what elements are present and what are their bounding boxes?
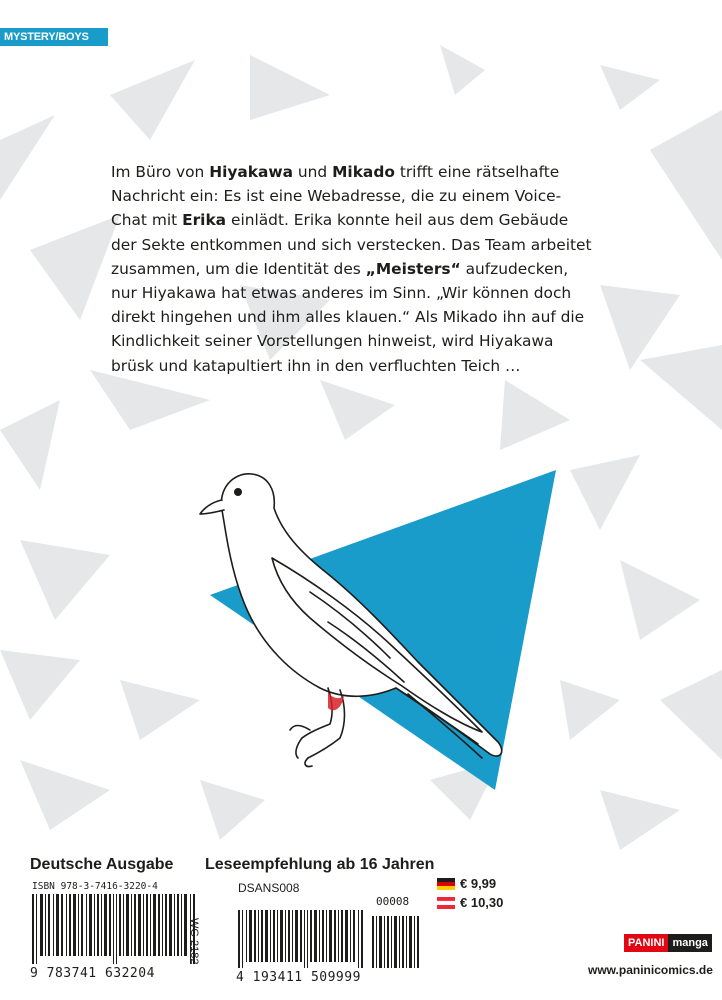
name-hiyakawa: Hiyakawa: [209, 163, 294, 181]
blurb-text-segment: zusammen, um die Identität des: [111, 259, 366, 278]
blurb-line-9: brüsk und katapultiert ihn in den verfluchten Teich …: [111, 356, 521, 375]
blurb-line-2: Nachricht ein: Es ist eine Webadresse, die zu einem Voice-: [111, 187, 562, 206]
blurb-text-segment: aufzudecken,: [460, 259, 569, 278]
austria-flag-icon: [437, 897, 455, 909]
name-meister: „Meisters“: [365, 259, 461, 278]
blurb-line-7: direkt hingehen und ihm alles klauen.“ Als Mikado ihn auf die: [111, 308, 585, 327]
blurb-text-segment: einlädt. Erika konnte heil aus dem Gebäude: [226, 211, 569, 230]
blurb-text: [111, 160, 631, 378]
edition-label: Deutsche Ausgabe: [30, 856, 174, 873]
germany-flag-icon: [437, 878, 455, 890]
blurb-line-1: [111, 160, 631, 184]
name-mikado: Mikado: [332, 163, 395, 181]
age-rating-label: Leseempfehlung ab 16 Jahren: [205, 856, 435, 873]
panini-manga-logo: [624, 934, 708, 952]
dsan-code: DSANS008: [238, 881, 300, 895]
blurb-text-segment: Chat mit: [111, 211, 183, 230]
dsan-barcode-digits: 4 193411 509999: [236, 970, 361, 985]
price-germany: [437, 876, 496, 891]
blurb-line-8: Kindlichkeit seiner Vorstellungen hinweist, wird Hiyakawa: [111, 332, 554, 351]
blurb-text-segment: und: [293, 163, 333, 181]
blurb-line-6: nur Hiyakawa hat etwas anderes im Sinn. „Wir können doch: [111, 284, 572, 303]
blurb-text-segment: Im Büro von: [111, 163, 210, 181]
blurb-line-4: der Sekte entkommen und sich verstecken. Das Team arbeitet: [111, 235, 592, 254]
blurb-line-5: [111, 257, 631, 281]
price-austria: [437, 895, 503, 910]
blurb-text-segment: trifft eine rätselhafte: [394, 163, 560, 181]
addon-digits: 00008: [376, 895, 410, 908]
logo-panini: PANINI: [624, 934, 668, 952]
dsan-barcode: [236, 910, 426, 968]
price-austria-value: € 10,30: [460, 895, 504, 910]
isbn-barcode-digits: 9 783741 632204: [30, 966, 155, 981]
name-erika: Erika: [182, 211, 227, 230]
pigeon-illustration: [160, 462, 560, 802]
isbn-barcode: [30, 894, 200, 964]
isbn-label: ISBN 978-3-7416-3220-4: [32, 881, 158, 892]
logo-manga: manga: [668, 934, 711, 952]
genre-tag: MYSTERY/BOYS LOVE: [0, 28, 108, 46]
website-url: www.paninicomics.de: [588, 963, 713, 977]
wg-code: WG 2182: [188, 918, 200, 965]
blurb-line-3: [111, 208, 631, 232]
price-germany-value: € 9,99: [460, 876, 497, 891]
